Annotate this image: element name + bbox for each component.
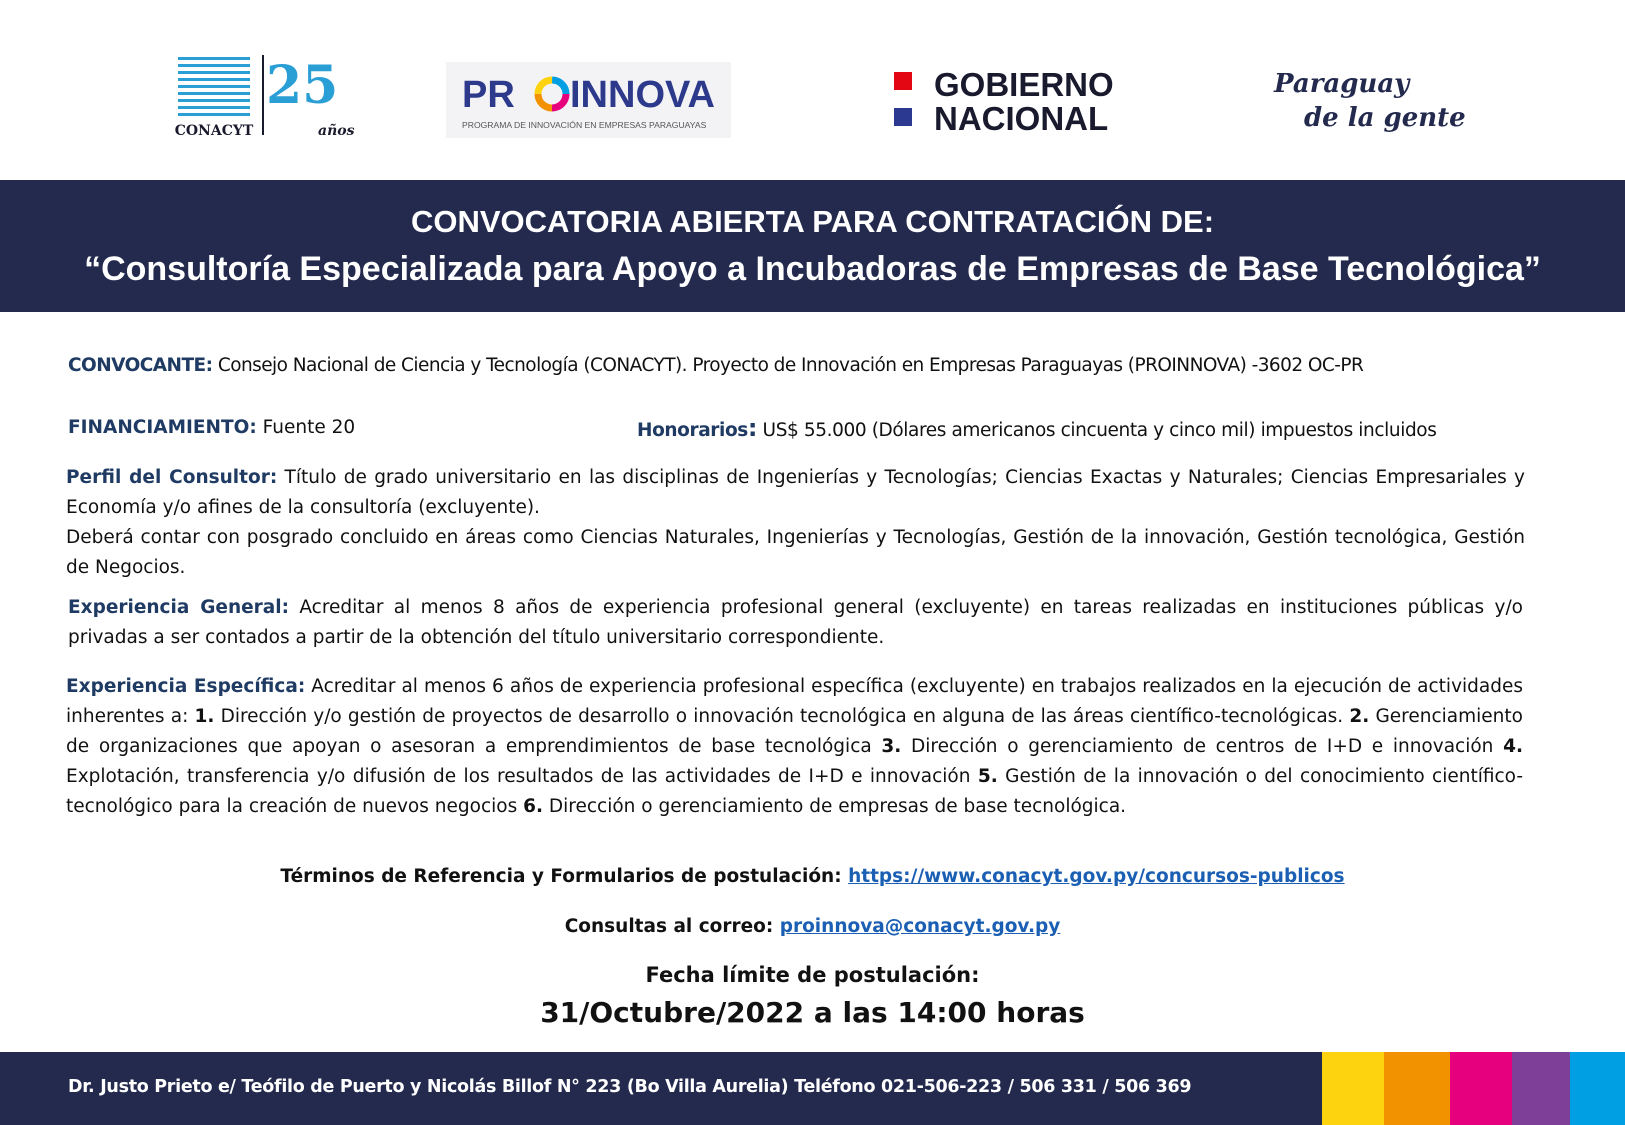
item-text: Gerenciamiento de organizaciones que apoyan o asesoran a emprendimientos de base tecnológica (66, 706, 1523, 757)
fecha-limite-value: 31/Octubre/2022 a las 14:00 horas (540, 996, 1085, 1029)
paraguay-de-la-gente-logo (1268, 62, 1466, 142)
perfil-text-1: Título de grado universitario en las disciplinas de Ingenierías y Tecnologías; Ciencias Exactas y Naturales; Ciencias Empresariales y Economía y/o afines de la consultoría (excluyente). (66, 467, 1525, 518)
item-number: 1. (194, 706, 215, 727)
footer-stripe-purple (1512, 1052, 1570, 1125)
item-text: Dirección o gerenciamiento de empresas de base tecnológica. (543, 796, 1127, 817)
item-number: 6. (523, 796, 543, 817)
honorarios-value: US$ 55.000 (Dólares americanos cincuenta y cinco mil) impuestos incluidos (757, 420, 1437, 441)
perfil-consultor-section (66, 463, 1525, 583)
footer-stripe-magenta (1450, 1052, 1512, 1125)
consultas-label: Consultas al correo: (564, 916, 780, 937)
convocante-row (68, 351, 1568, 381)
experiencia-general-section (68, 593, 1523, 653)
banner-title: CONVOCATORIA ABIERTA PARA CONTRATACIÓN DE: (410, 204, 1215, 239)
terminos-label: Términos de Referencia y Formularios de postulación: (280, 866, 849, 887)
proinnova-prefix: PR (462, 74, 515, 116)
paraguay-line2: de la gente (1304, 103, 1466, 133)
banner-subtitle: “Consultoría Especializada para Apoyo a Incubadoras de Empresas de Base Tecnológica” (84, 250, 1541, 288)
footer-address: Dr. Justo Prieto e/ Teófilo de Puerto y Nicolás Billof N° 223 (Bo Villa Aurelia) Teléfono 021-506-223 / 506 331 / 506 369 (68, 1077, 1192, 1097)
terminos-line (0, 866, 1625, 887)
item-text: Dirección o gerenciamiento de centros de I+D e innovación (901, 736, 1504, 757)
perfil-paragraph-1 (66, 463, 1525, 523)
financiamiento-value: Fuente 20 (256, 417, 356, 438)
perfil-paragraph-2: Deberá contar con posgrado concluido en áreas como Ciencias Naturales, Ingenierías y Tecnologías, Gestión de la innovación, Gestión tecnológica, Gestión de Negocios. (66, 527, 1525, 578)
consultas-email-link[interactable]: proinnova@conacyt.gov.py (779, 916, 1061, 937)
experiencia-especifica-section (66, 672, 1523, 822)
footer-stripe-blue (1570, 1052, 1625, 1125)
footer-bar (0, 1052, 1625, 1125)
experiencia-especifica-intro: Acreditar al menos 6 años de experiencia profesional específica (excluyente) en trabajos realizados en la ejecución de actividades inherentes a: (66, 676, 1523, 727)
experiencia-general-label: Experiencia General: (68, 597, 290, 618)
item-number: 3. (881, 736, 902, 757)
financiamiento-row (68, 413, 355, 443)
proinnova-suffix: INNOVA (570, 74, 715, 116)
consultas-line (0, 916, 1625, 937)
perfil-label: Perfil del Consultor: (66, 467, 278, 488)
anniversary-word: años (318, 123, 355, 139)
gobierno-line1: GOBIERNO (934, 66, 1114, 103)
blue-square-icon (894, 108, 912, 126)
terminos-link[interactable]: https://www.conacyt.gov.py/concursos-publicos (848, 866, 1345, 887)
experiencia-especifica-label: Experiencia Específica: (66, 676, 306, 697)
financiamiento-label: FINANCIAMIENTO: (68, 417, 257, 438)
item-number: 5. (977, 766, 998, 787)
gobierno-nacional-logo (890, 66, 1150, 137)
red-square-icon (894, 72, 912, 90)
experiencia-general-text: Acreditar al menos 8 años de experiencia profesional general (excluyente) en tareas realizadas en instituciones públicas y/o privadas a ser contados a partir de la obtención del título universitario correspondiente. (68, 597, 1524, 648)
proinnova-tagline: PROGRAMA DE INNOVACIÓN EN EMPRESAS PARAGUAYAS (462, 120, 707, 130)
gobierno-line2: NACIONAL (934, 100, 1109, 137)
paraguay-line1: Paraguay (1274, 69, 1410, 99)
title-banner (0, 180, 1625, 312)
item-text: Explotación, transferencia y/o difusión de los resultados de las actividades de I+D e innovación (66, 766, 978, 787)
conacyt-25-anos-logo (174, 55, 368, 140)
anniversary-number: 25 (266, 55, 339, 116)
footer-stripe-orange (1384, 1052, 1450, 1125)
footer-stripe-yellow (1322, 1052, 1384, 1125)
convocante-value: Consejo Nacional de Ciencia y Tecnología (CONACYT). Proyecto de Innovación en Empresas Paraguayas (PROINNOVA) -3602 OC-PR (212, 355, 1364, 376)
item-text: Dirección y/o gestión de proyectos de desarrollo o innovación tecnológica en alguna de las áreas científico-tecnológicas. (214, 706, 1350, 727)
proinnova-ring-icon (538, 80, 566, 108)
item-number: 4. (1503, 736, 1523, 757)
honorarios-label: Honorarios (637, 420, 748, 441)
honorarios-colon: : (747, 414, 758, 442)
conacyt-wordmark: CONACYT (174, 123, 254, 139)
fecha-limite-label: Fecha límite de postulación: (645, 963, 980, 987)
honorarios-row (637, 413, 1436, 446)
convocante-label: CONVOCANTE: (68, 355, 213, 376)
item-text: Gestión de la innovación o del conocimiento científico-tecnológico para la creación de nuevos negocios (66, 766, 1523, 817)
item-number: 2. (1349, 706, 1370, 727)
proinnova-logo (446, 62, 731, 138)
